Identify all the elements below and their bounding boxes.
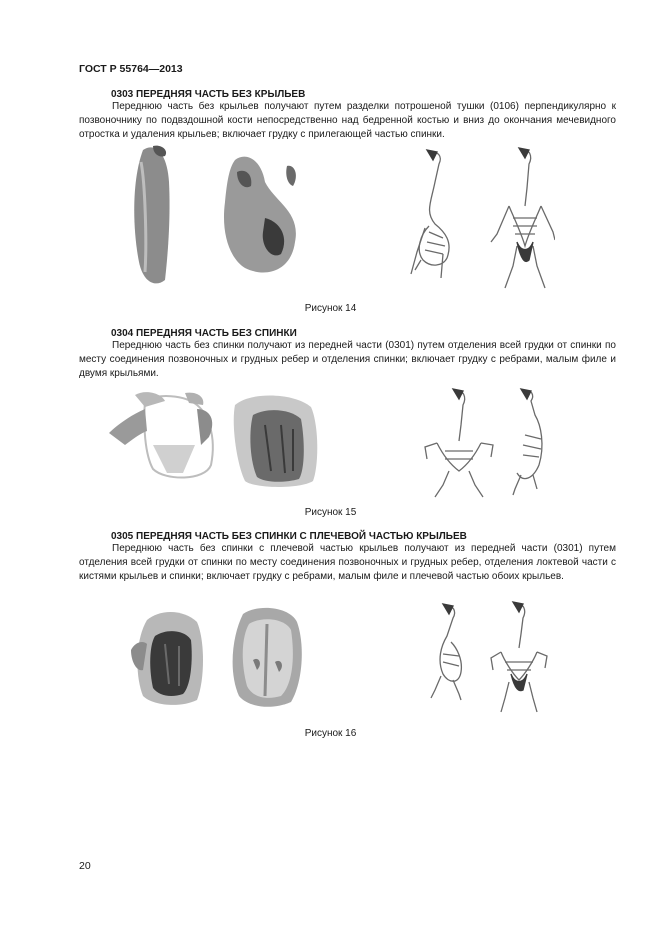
section-text-0305: Переднюю часть без спинки с плечевой частью крыльев получают из передней части (0301) путем отделения всей грудки от спинки по месту соединения позвоночных и грудных ребер, отделения локтевой части с кистями крыльев и спинки; включает грудку с ребрами, малым филе и плечевой частью обоих крыльев. bbox=[79, 543, 616, 582]
document-header: ГОСТ Р 55764—2013 bbox=[79, 63, 183, 75]
section-heading-0304: 0304 ПЕРЕДНЯЯ ЧАСТЬ БЕЗ СПИНКИ bbox=[111, 328, 297, 339]
figure-14-skeleton-side bbox=[411, 150, 449, 278]
figure-16-photo-breast-front bbox=[233, 608, 302, 707]
figure-14 bbox=[125, 142, 555, 302]
figure-15-photo-breast-with-wings bbox=[109, 392, 213, 477]
section-heading-0305: 0305 ПЕРЕДНЯЯ ЧАСТЬ БЕЗ СПИНКИ С ПЛЕЧЕВОЙ ЧАСТЬЮ КРЫЛЬЕВ bbox=[111, 531, 467, 542]
section-text-0303: Переднюю часть без крыльев получают путем разделки потрошеной тушки (0106) перпендикулярно к позвоночнику по подвздошной кости непосредственно над бедренной костью и вниз до окончания мечевидного отростка и удаления крыльев; включает грудку с прилегающей частью спинки. bbox=[79, 101, 616, 140]
figure-15-skeleton-side bbox=[513, 389, 542, 495]
section-text-0304: Переднюю часть без спинки получают из передней части (0301) путем отделения всей грудки от спинки по месту соединения позвоночных и грудных ребер и отделения спинки; включает грудку с ребрами, малым филе и двумя крыльями. bbox=[79, 340, 616, 379]
page-number: 20 bbox=[79, 860, 91, 872]
figure-16-caption: Рисунок 16 bbox=[304, 728, 357, 739]
figure-14-skeleton-front bbox=[491, 148, 555, 288]
figure-15 bbox=[105, 385, 555, 505]
figure-16-skeleton-side bbox=[431, 604, 461, 700]
figure-16 bbox=[125, 600, 555, 720]
figure-15-skeleton-front bbox=[425, 389, 493, 497]
section-heading-0303: 0303 ПЕРЕДНЯЯ ЧАСТЬ БЕЗ КРЫЛЬЕВ bbox=[111, 89, 306, 100]
figure-14-photo-carcass bbox=[134, 146, 296, 284]
figure-16-skeleton-front bbox=[491, 602, 547, 712]
figure-14-caption: Рисунок 14 bbox=[304, 303, 357, 314]
figure-16-photo-breast-back bbox=[131, 612, 203, 705]
figure-15-caption: Рисунок 15 bbox=[304, 507, 357, 518]
figure-15-photo-breast-inside bbox=[234, 395, 318, 487]
